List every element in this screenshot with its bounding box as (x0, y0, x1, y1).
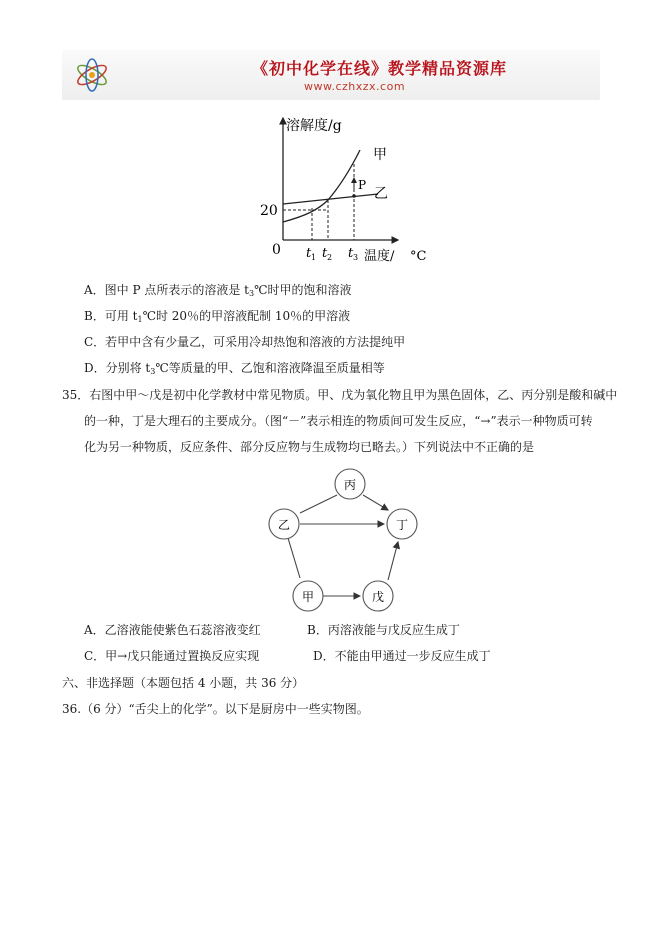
q35-stem-line1: 35．右图中甲～戊是初中化学教材中常见物质。甲、戊为氧化物且甲为黑色固体，乙、丙分别是酸和碱中 (62, 388, 618, 402)
svg-text:1: 1 (311, 253, 317, 262)
solubility-graph (250, 112, 430, 272)
t3-label: t (348, 246, 354, 261)
q35-option-d: D．不能由甲通过一步反应生成丁 (313, 649, 491, 663)
curve-jia (283, 150, 360, 222)
x-axis-label: 温度/ (364, 249, 395, 264)
node-bing: 丙 (343, 478, 357, 492)
banner-title: 《初中化学在线》教学精品资源库 (252, 59, 508, 78)
header-banner (62, 50, 600, 100)
curve-b-label: 乙 (374, 186, 388, 202)
node-ding: 丁 (395, 518, 409, 532)
q34-option-c: C．若甲中含有少量乙，可采用冷却热饱和溶液的方法提纯甲 (84, 335, 406, 349)
node-jia: 甲 (301, 590, 315, 604)
atom-logo-icon (70, 56, 114, 94)
relation-diagram (260, 462, 420, 622)
section-six-heading: 六、非选择题（本题包括 4 小题，共 36 分） (62, 676, 305, 690)
x-axis-unit: °C (410, 249, 427, 264)
node-yi: 乙 (277, 518, 291, 532)
origin-label: 0 (272, 242, 281, 258)
q34-option-a: A．图中 P 点所表示的溶液是 $t_3℃$时甲的饱和溶液 (84, 283, 352, 298)
curve-a-label: 甲 (373, 147, 387, 163)
q35-option-a: A．乙溶液能使紫色石蕊溶液变红 (84, 623, 261, 637)
q35-stem-line3: 化为另一种物质，反应条件、部分反应物与生成物均已略去。）下列说法中不正确的是 (84, 440, 535, 454)
t2-label: t (322, 246, 328, 261)
svg-text:2: 2 (327, 253, 333, 262)
q34-option-d: D．分别将 $t_3℃$等质量的甲、乙饱和溶液降温至质量相等 (84, 361, 385, 376)
q34-option-b: B．可用 $t_1℃$时 20％的甲溶液配制 10％的甲溶液 (84, 309, 351, 324)
q35-stem-line2: 的一种，丁是大理石的主要成分。（图“－”表示相连的物质间可发生反应，“→”表示一种物质可转 (84, 414, 593, 428)
y-axis-label: 溶解度/g (286, 118, 342, 134)
point-label: P (358, 178, 367, 192)
t1-label: t (306, 246, 312, 261)
node-wu: 戊 (371, 590, 385, 604)
svg-text:3: 3 (353, 253, 359, 262)
y-tick-20: 20 (260, 203, 278, 219)
q36-stem: 36.（6 分）“舌尖上的化学”。以下是厨房中一些实物图。 (62, 702, 369, 716)
curve-yi (283, 194, 378, 204)
banner-url: www.czhxzx.com (304, 80, 406, 93)
q35-option-b: B．丙溶液能与戊反应生成丁 (307, 623, 460, 637)
q35-option-c: C．甲→戊只能通过置换反应实现 (84, 649, 260, 663)
